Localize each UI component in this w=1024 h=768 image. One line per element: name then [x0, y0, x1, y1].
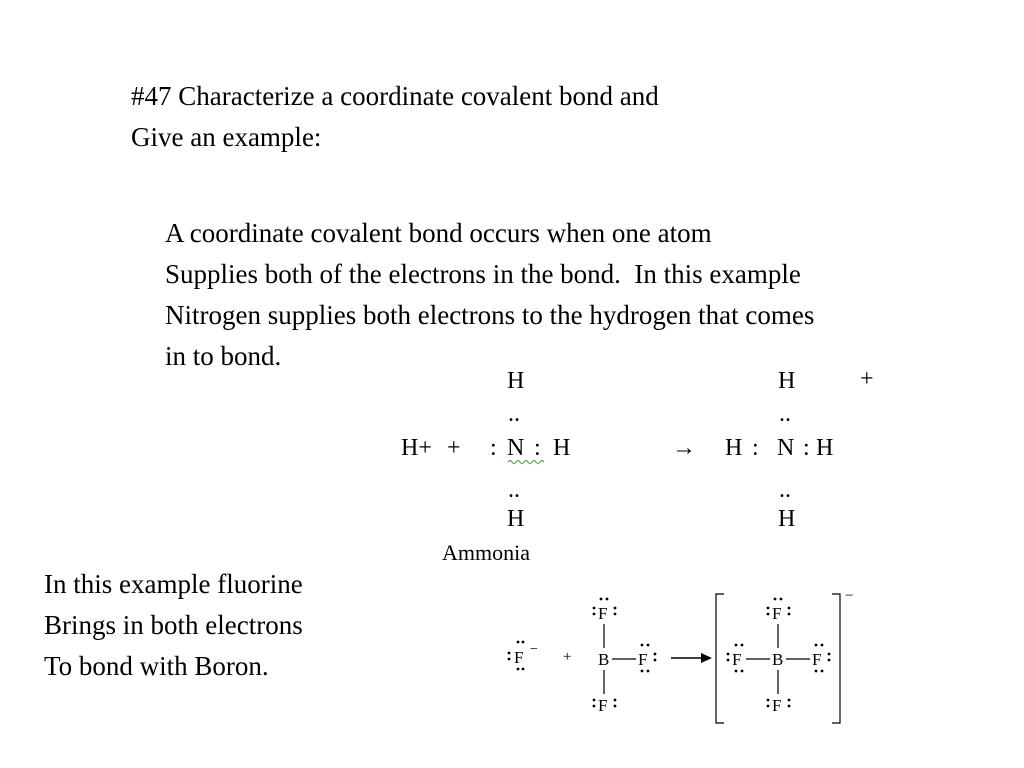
bf4-bottom-fluorine: F [772, 696, 782, 715]
bf4-left-fluorine: F [732, 650, 742, 669]
product-nitrogen: N [777, 435, 795, 461]
product-top-hydrogen: H [778, 368, 796, 394]
fluoride-charge: − [530, 642, 538, 657]
bond-colon: : [534, 435, 541, 461]
explanation-line-2: Supplies both of the electrons in the bond. In this example [165, 259, 801, 289]
bf3-bottom-fluorine: F [598, 696, 608, 715]
product-charge: + [860, 366, 874, 392]
boron-reaction-arrow [671, 653, 712, 663]
plus-sign: + [447, 435, 461, 461]
top-hydrogen: H [507, 368, 525, 394]
explanation-line-4: in to bond. [165, 341, 282, 371]
explanation-line-1: A coordinate covalent bond occurs when one atom [165, 218, 712, 248]
proton-label: H+ [401, 435, 432, 461]
product-bottom-hydrogen: H [778, 506, 796, 532]
bf3-boron: B [598, 650, 610, 669]
complex-charge: − [845, 588, 854, 604]
product-right-hydrogen: H [816, 435, 834, 461]
fluorine-line-2: Brings in both electrons [44, 610, 303, 640]
reaction-arrow: → [672, 435, 696, 461]
fluorine-line-3: To bond with Boron. [44, 651, 269, 681]
bf4-top-fluorine: F [772, 604, 782, 623]
bf3-right-fluorine: F [638, 650, 648, 669]
product-left-hydrogen: H [725, 435, 743, 461]
boron-plus-sign: + [563, 649, 572, 665]
fluoride-atom: F [514, 648, 524, 667]
bf3-top-fluorine: F [598, 604, 608, 623]
lone-pair-colon: : [490, 435, 497, 461]
explanation-line-3: Nitrogen supplies both electrons to the hydrogen that comes [165, 300, 815, 330]
top-electron-pair: .. [508, 401, 520, 427]
bottom-hydrogen: H [507, 506, 525, 532]
bottom-electron-pair: .. [508, 477, 520, 503]
ammonia-caption: Ammonia [442, 540, 530, 565]
right-hydrogen: H [553, 435, 571, 461]
fluorine-line-1: In this example fluorine [44, 569, 303, 599]
title-line-2: Give an example: [131, 122, 322, 152]
product-right-colon: : [803, 435, 810, 461]
product-bottom-electron-pair: .. [779, 477, 791, 503]
title-line-1: #47 Characterize a coordinate covalent bond and [131, 81, 659, 111]
nitrogen-atom: N [507, 435, 525, 461]
product-left-colon: : [752, 435, 759, 461]
bf4-boron: B [772, 650, 784, 669]
product-top-electron-pair: .. [779, 401, 791, 427]
bf4-right-fluorine: F [812, 650, 822, 669]
